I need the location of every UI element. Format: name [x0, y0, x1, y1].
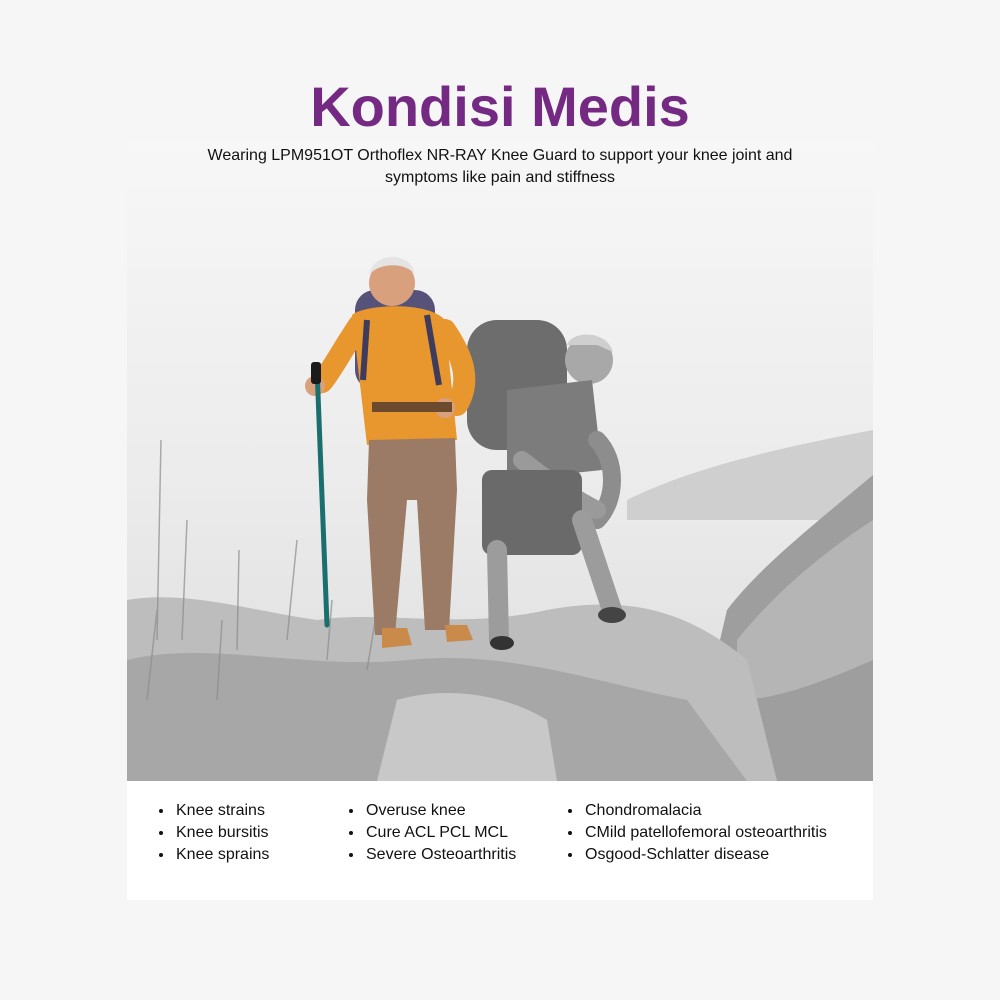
- page-subtitle: Wearing LPM951OT Orthoflex NR-RAY Knee Guard to support your knee joint and symptoms like pain and stiffness: [207, 147, 793, 186]
- condition-item: Chondromalacia: [563, 800, 827, 822]
- condition-item: Knee sprains: [154, 844, 269, 866]
- condition-item: Severe Osteoarthritis: [344, 844, 516, 866]
- condition-item: Knee strains: [154, 800, 269, 822]
- condition-item: CMild patellofemoral osteoarthritis: [563, 822, 827, 844]
- conditions-panel: [127, 781, 873, 900]
- conditions-column-1: [154, 800, 269, 866]
- hikers-photo: [127, 140, 873, 781]
- condition-item: Cure ACL PCL MCL: [344, 822, 516, 844]
- condition-item: Osgood-Schlatter disease: [563, 844, 827, 866]
- conditions-column-3: [563, 800, 827, 866]
- condition-item: Knee bursitis: [154, 822, 269, 844]
- conditions-column-2: [344, 800, 516, 866]
- condition-item: Overuse knee: [344, 800, 516, 822]
- page-title: Kondisi Medis: [310, 75, 690, 138]
